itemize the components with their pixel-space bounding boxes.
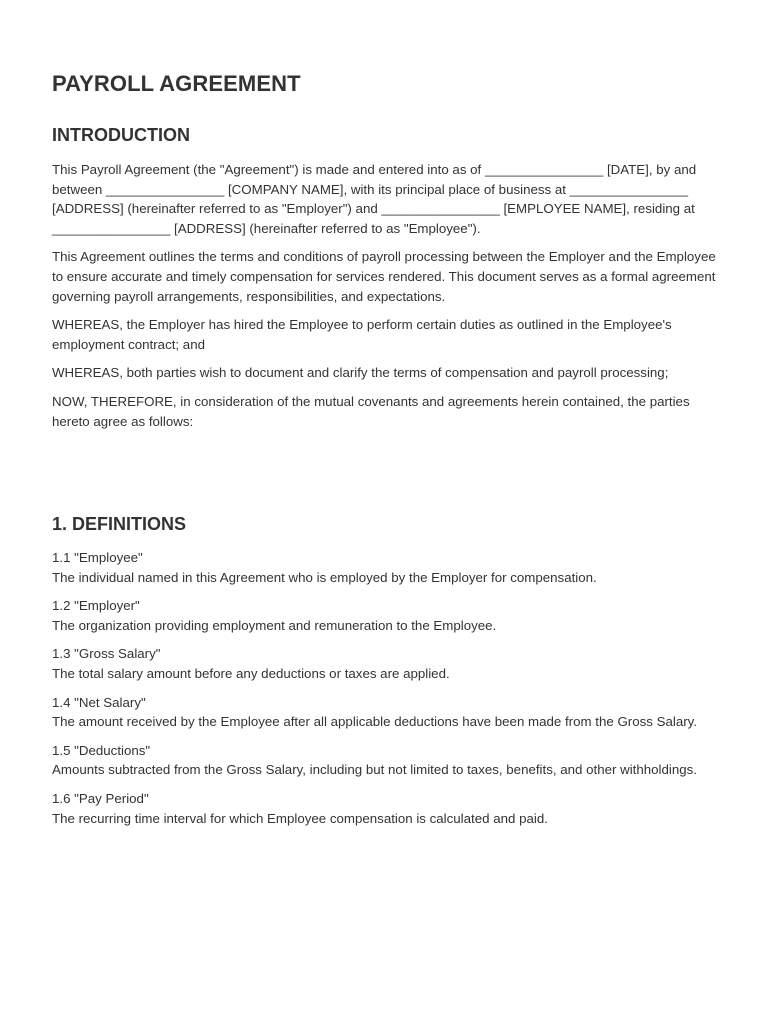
definition-item	[52, 596, 722, 635]
definition-item	[52, 548, 722, 587]
intro-paragraph-now-therefore: NOW, THEREFORE, in consideration of the mutual covenants and agreements herein contained, the parties hereto agree as follows:	[52, 393, 690, 429]
definition-item	[52, 789, 722, 828]
definition-item	[52, 693, 722, 732]
definition-text: The amount received by the Employee after all applicable deductions have been made from the Gross Salary.	[52, 714, 698, 730]
document-title: PAYROLL AGREEMENT	[52, 71, 301, 96]
intro-paragraph-parties: This Payroll Agreement (the "Agreement") is made and entered into as of ________________ [DATE], by and between ________________ [COMPANY NAME], with its principal place of business at ________________ [ADDRESS] (hereinafter referred to as "Employer") and ________________ [EMPLOYEE NAME], residing at ________________ [ADDRESS] (hereinafter referred to as "Employee").	[52, 162, 697, 236]
definition-term: 1.5 "Deductions"	[52, 742, 151, 758]
definitions-heading: 1. DEFINITIONS	[52, 514, 187, 534]
definitions-section	[52, 548, 722, 837]
definition-term: 1.4 "Net Salary"	[52, 694, 146, 710]
definition-term: 1.6 "Pay Period"	[52, 790, 149, 806]
intro-paragraph-purpose: This Agreement outlines the terms and conditions of payroll processing between the Employer and the Employee to ensure accurate and timely compensation for services rendered. This document serves as a formal agreement governing payroll arrangements, responsibilities, and expectations.	[52, 249, 716, 304]
definition-term: 1.3 "Gross Salary"	[52, 646, 161, 662]
introduction-section	[52, 160, 722, 440]
definition-item	[52, 644, 722, 683]
definition-item	[52, 741, 722, 780]
definition-text: The individual named in this Agreement who is employed by the Employer for compensation.	[52, 569, 597, 585]
definition-term: 1.2 "Employer"	[52, 598, 140, 614]
definition-text: Amounts subtracted from the Gross Salary, including but not limited to taxes, benefits, and other withholdings.	[52, 762, 697, 778]
intro-paragraph-whereas-document: WHEREAS, both parties wish to document and clarify the terms of compensation and payroll processing;	[52, 365, 669, 381]
introduction-heading: INTRODUCTION	[52, 125, 190, 145]
definition-text: The organization providing employment and remuneration to the Employee.	[52, 617, 497, 633]
definition-text: The recurring time interval for which Employee compensation is calculated and paid.	[52, 810, 548, 826]
definition-term: 1.1 "Employee"	[52, 550, 143, 565]
intro-paragraph-whereas-hired: WHEREAS, the Employer has hired the Employee to perform certain duties as outlined in the Employee's employment contract; and	[52, 317, 672, 352]
definition-text: The total salary amount before any deductions or taxes are applied.	[52, 665, 450, 681]
